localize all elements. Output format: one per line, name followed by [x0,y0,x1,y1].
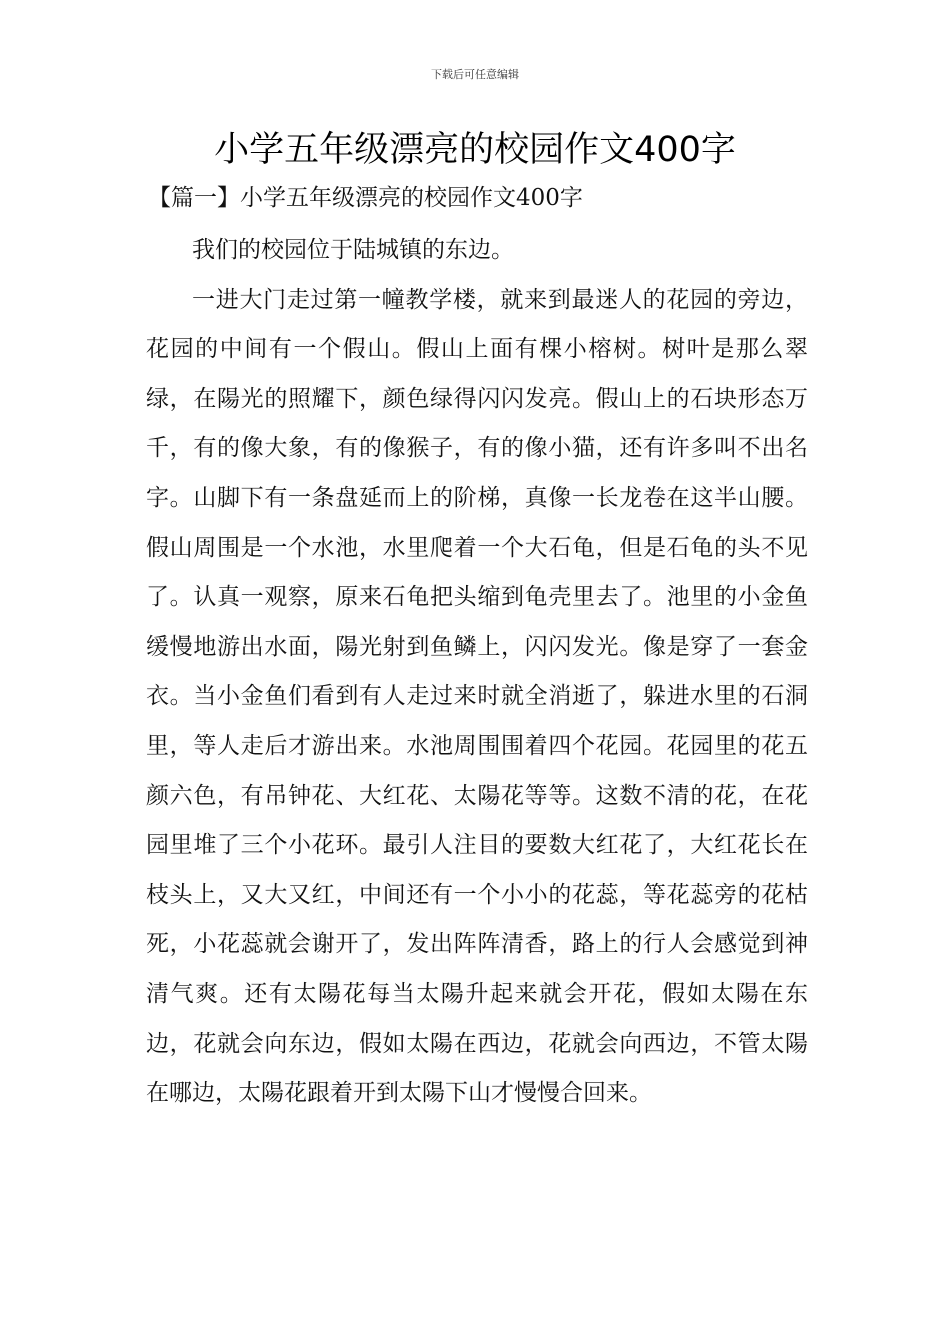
body-text [146,226,808,1119]
document-title: 小学五年级漂亮的校园作文400字 [214,130,736,170]
page-header-note: 下载后可任意编辑 [431,68,519,81]
section-heading: 【篇一】小学五年级漂亮的校园作文400字 [148,185,583,211]
paragraph: 我们的校园位于陆城镇的东边。 [192,237,514,263]
paragraph: 一进大门走过第一幢教学楼，就来到最迷人的花园的旁边，花园的中间有一个假山。假山上面有棵小榕树。树叶是那么翠绿，在陽光的照耀下，颜色绿得闪闪发亮。假山上的石块形态万千，有的像大象，有的像猴子，有的像小猫，还有许多叫不出名字。山脚下有一条盘延而上的阶梯，真像一长龙卷在这半山腰。假山周围是一个水池，水里爬着一个大石龟，但是石龟的头不见了。认真一观察，原来石龟把头缩到龟壳里去了。池里的小金鱼缓慢地游出水面，陽光射到鱼鳞上，闪闪发光。像是穿了一套金衣。当小金鱼们看到有人走过来时就全消逝了，躲进水里的石洞里，等人走后才游出来。水池周围围着四个花园。花园里的花五颜六色，有吊钟花、大红花、太陽花等等。这数不清的花，在花园里堆了三个小花环。最引人注目的要数大红花了，大红花长在枝头上，又大又红，中间还有一个小小的花蕊，等花蕊旁的花枯死，小花蕊就会谢开了，发出阵阵清香，路上的行人会感觉到神清气爽。还有太陽花每当太陽升起来就会开花，假如太陽在东边，花就会向东边，假如太陽在西边，花就会向西边，不管太陽在哪边，太陽花跟着开到太陽下山才慢慢合回来。 [146,286,808,1107]
